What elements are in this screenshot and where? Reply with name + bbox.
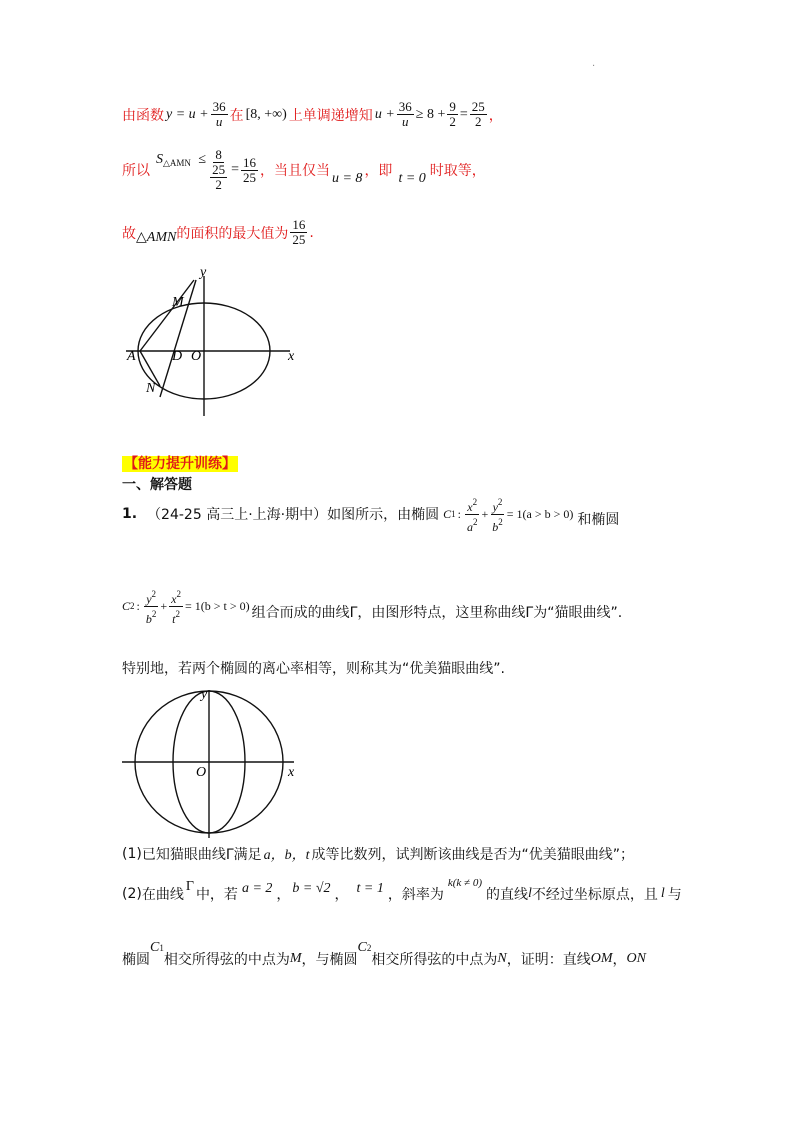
b-var: b bbox=[492, 519, 499, 534]
label-N: N bbox=[146, 381, 156, 396]
y-var: y bbox=[146, 591, 152, 606]
label-D: D bbox=[172, 349, 183, 364]
figure-ellipse-chord bbox=[118, 262, 318, 422]
label-y: y bbox=[200, 265, 207, 280]
c2-subscript: 2 bbox=[366, 943, 372, 953]
question-2-line-1: (2) 在曲线 Γ 中，若 a = 2 ， b = √2 ， t = 1 ，斜率为 k(k ≠ 0) 的直线 l 不经过坐标原点，且 l 与 bbox=[122, 877, 682, 903]
text: 时取等， bbox=[429, 163, 486, 179]
numerator: 8 bbox=[215, 147, 222, 162]
c1-label: C bbox=[443, 506, 452, 521]
fraction: $\frac{y^2}{b^2}$ bbox=[492, 496, 503, 534]
x-var: x bbox=[171, 591, 177, 606]
label-x: x bbox=[288, 765, 295, 780]
text: 不经过坐标原点，且 bbox=[531, 887, 658, 903]
fraction: $\frac{x^2}{t^2}$ bbox=[171, 588, 181, 626]
math-N: N bbox=[497, 951, 507, 966]
text: 在 bbox=[229, 107, 244, 124]
le-sign: ≤ bbox=[198, 152, 207, 167]
math-vars: a，b，t bbox=[263, 848, 310, 863]
problem-number: 1. bbox=[122, 506, 138, 522]
label-M: M bbox=[172, 295, 184, 310]
area-subscript: △AMN bbox=[163, 158, 191, 168]
fraction bbox=[241, 156, 258, 185]
text: . bbox=[309, 224, 314, 241]
text: ，证明：直线 bbox=[506, 952, 591, 968]
numerator: 25 bbox=[471, 99, 485, 114]
text: 在曲线 bbox=[141, 887, 184, 903]
a-var: a bbox=[466, 519, 473, 534]
fraction bbox=[397, 100, 414, 129]
label-A: A bbox=[127, 349, 136, 364]
c1-label: C bbox=[150, 940, 160, 955]
triangle-label: △AMN bbox=[136, 230, 177, 245]
text: 所以 bbox=[122, 163, 150, 179]
text: 的面积的最大值为 bbox=[176, 225, 289, 242]
math-k: k(k ≠ 0) bbox=[447, 877, 483, 889]
text: ，即 bbox=[364, 163, 393, 179]
question-2-line-2 bbox=[122, 934, 646, 970]
label-x: x bbox=[288, 349, 295, 364]
y-var: y bbox=[492, 499, 498, 514]
numerator: 9 bbox=[449, 99, 456, 114]
text: 与 bbox=[667, 887, 682, 903]
interval: [8, +∞) bbox=[245, 106, 287, 122]
subheading: 一、解答题 bbox=[122, 477, 192, 493]
fraction bbox=[447, 100, 458, 129]
text: 上单调递增知 bbox=[288, 107, 373, 124]
equals: = bbox=[231, 162, 239, 177]
math-t: t = 0 bbox=[398, 171, 426, 186]
page-dot: . bbox=[592, 58, 596, 69]
numerator: 16 bbox=[292, 217, 306, 232]
fraction bbox=[290, 218, 307, 247]
text: ，斜率为 bbox=[387, 887, 444, 903]
c1-condition: = 1(a > b > 0) bbox=[506, 506, 574, 521]
numerator: 36 bbox=[212, 99, 226, 114]
math-expr: ≥ 8 + bbox=[415, 106, 446, 122]
problem-1-line-1 bbox=[122, 494, 619, 534]
denominator: 25 bbox=[242, 169, 256, 185]
math-func: y = u + bbox=[166, 106, 209, 122]
problem-1-line-2 bbox=[122, 586, 622, 626]
problem-1-line-3: 特别地，若两个椭圆的离心率相等，则称其为“优美猫眼曲线”. bbox=[122, 661, 505, 677]
compound-fraction bbox=[208, 148, 229, 192]
section-heading bbox=[122, 453, 238, 473]
denominator: 25 bbox=[292, 232, 306, 247]
figure-cat-eye bbox=[118, 684, 318, 842]
c2-label: C bbox=[122, 598, 131, 613]
math-l: l bbox=[660, 886, 665, 901]
solution-line-1 bbox=[122, 100, 503, 129]
fraction: $\frac{y^2}{b^2}$ bbox=[145, 588, 157, 626]
problem-source: （24-25 高三上·上海·期中）如图所示，由椭圆 bbox=[147, 507, 440, 523]
text: 和椭圆 bbox=[577, 512, 620, 528]
text: ， bbox=[612, 952, 627, 968]
equals: = bbox=[459, 106, 468, 122]
area-expression bbox=[156, 148, 260, 192]
denominator: 2 bbox=[449, 114, 456, 129]
question-1 bbox=[122, 844, 634, 864]
math-l: l bbox=[528, 886, 532, 901]
c2-subscript: 2 bbox=[130, 601, 135, 611]
denominator: u bbox=[402, 114, 409, 129]
fraction: $\frac{x^2}{a^2}$ bbox=[466, 496, 478, 534]
gamma: Γ bbox=[185, 879, 194, 894]
area-symbol: S bbox=[156, 152, 163, 167]
math-u: u = 8 bbox=[331, 171, 363, 186]
math-M: M bbox=[289, 951, 302, 966]
math-OM: OM bbox=[590, 951, 613, 966]
fraction bbox=[470, 100, 487, 129]
label-O: O bbox=[191, 349, 202, 364]
math-b: b = √2 bbox=[292, 881, 331, 896]
text: 椭圆 bbox=[122, 952, 150, 968]
solution-line-3 bbox=[122, 218, 314, 247]
text: 组合而成的曲线Γ，由图形特点，这里称曲线Γ为“猫眼曲线”. bbox=[251, 605, 623, 621]
text: ， bbox=[488, 107, 503, 124]
x-var: x bbox=[467, 499, 473, 514]
label-O: O bbox=[196, 765, 207, 780]
text: 由函数 bbox=[122, 107, 164, 124]
label-y: y bbox=[201, 687, 208, 702]
inner-numerator: 25 bbox=[212, 162, 226, 177]
question-label: (2) bbox=[122, 886, 142, 902]
text: ，与椭圆 bbox=[301, 952, 358, 968]
c1-subscript: 1 bbox=[451, 509, 456, 519]
text: 的直线 bbox=[486, 887, 529, 903]
inner-denominator: 2 bbox=[215, 177, 222, 192]
c2-label: C bbox=[357, 940, 367, 955]
text: 已知猫眼曲线Γ满足 bbox=[141, 847, 262, 863]
ellipse-c2-equation: C 2 : $\frac{y^2}{b^2}$ + $\frac{x^2}{t^2}$ = 1(b > t > 0) bbox=[122, 588, 250, 626]
text: 中，若 bbox=[195, 887, 238, 903]
heading-text: 【能力提升训练】 bbox=[124, 456, 236, 472]
numerator: 16 bbox=[242, 154, 256, 170]
c1-subscript: 1 bbox=[159, 943, 164, 953]
b-var: b bbox=[145, 611, 152, 626]
denominator: u bbox=[215, 114, 223, 129]
text: 故 bbox=[122, 225, 136, 242]
math-a: a = 2 bbox=[241, 881, 273, 896]
text: 成等比数列，试判断该曲线是否为“优美猫眼曲线”； bbox=[311, 847, 635, 863]
solution-line-2 bbox=[122, 148, 486, 192]
fraction bbox=[211, 100, 228, 129]
text: 相交所得弦的中点为 bbox=[371, 952, 498, 968]
question-label: (1) bbox=[122, 846, 142, 862]
math-ON: ON bbox=[626, 951, 646, 966]
denominator: 2 bbox=[475, 114, 482, 129]
ellipse-c1-equation: C 1 : $\frac{x^2}{a^2}$ + $\frac{y^2}{b^2}$ = 1(a > b > 0) bbox=[443, 496, 574, 534]
t-var: t bbox=[172, 611, 176, 626]
line-AM bbox=[140, 280, 194, 351]
text: 相交所得弦的中点为 bbox=[163, 952, 290, 968]
numerator: 36 bbox=[398, 99, 412, 114]
text: ，当且仅当 bbox=[259, 163, 330, 179]
math-expr: u + bbox=[374, 106, 395, 122]
math-t: t = 1 bbox=[356, 881, 384, 896]
c2-condition: = 1(b > t > 0) bbox=[184, 598, 250, 613]
